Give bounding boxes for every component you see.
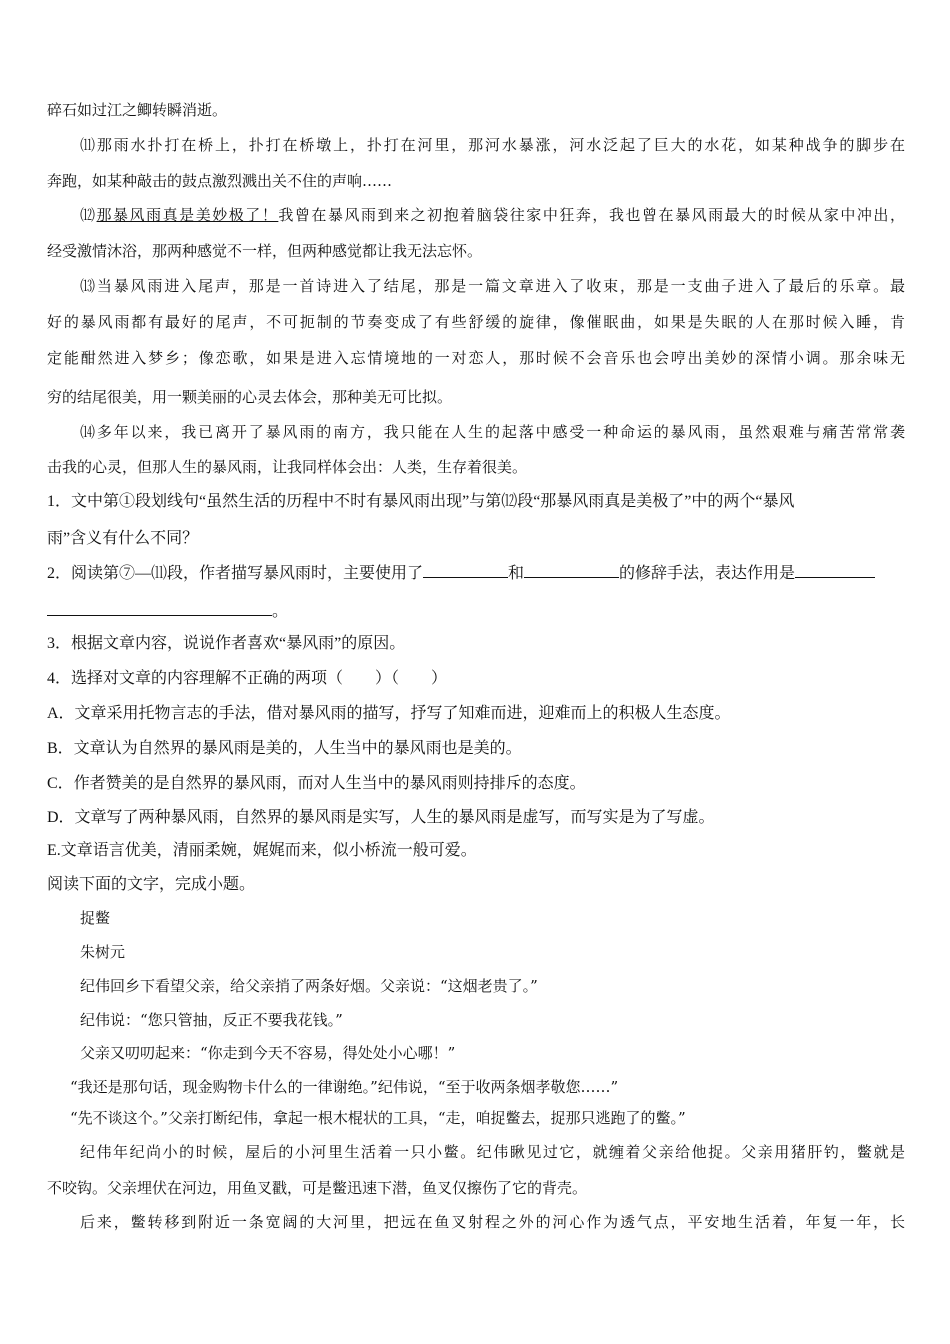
answer-blank[interactable] [423,563,508,578]
answer-blank[interactable] [524,563,619,578]
question-2-text: 2．阅读第⑦—⑾段，作者描写暴风雨时，主要使用了 [47,565,424,582]
option-d: D．文章写了两种暴风雨，自然界的暴风雨是实写，人生的暴风雨是虚写，而写实是为了写虚。 [47,809,715,826]
dialogue-line: “先不谈这个。”父亲打断纪伟，拿起一根木棍状的工具，“走，咱捉鳖去，捉那只逃跑了的鳖。” [70,1109,686,1127]
reading-instruction: 阅读下面的文字，完成小题。 [47,876,256,893]
paragraph-line: 纪伟年纪尚小的时候，屋后的小河里生活着一只小鳖。纪伟瞅见过它，就缠着父亲给他捉。父亲用猪肝钓，鳖就是 [80,1143,905,1161]
question-1-line: 雨”含义有什么不同？ [47,530,199,547]
paragraph-14-line: 击我的心灵，但那人生的暴风雨，让我同样体会出：人类，生存着很美。 [47,458,528,476]
dialogue-line: “我还是那句话，现金购物卡什么的一律谢绝。”纪伟说，“至于收两条烟孝敬您……” [70,1078,619,1096]
paragraph-number: ⑿ [80,206,97,224]
question-4: 4．选择对文章的内容理解不正确的两项（ ）（ ） [47,670,448,687]
paragraph-11-line: 奔跑，如某种敲击的鼓点激烈溅出关不住的声响…… [47,172,393,190]
answer-blank[interactable] [47,601,272,616]
question-3: 3．根据文章内容，说说作者喜欢“暴风雨”的原因。 [47,635,406,652]
question-2-text: 。 [272,603,289,620]
paragraph-13-line: ⒀当暴风雨进入尾声，那是一首诗进入了结尾，那是一篇文章进入了收束，那是一支曲子进入了最后的乐章。最 [80,277,905,295]
article-author: 朱树元 [80,943,126,961]
paragraph-13-line: 定能酣然进入梦乡；像恋歌，如果是进入忘情境地的一对恋人，那时候不会音乐也会哼出美妙的深情小调。那余味无 [47,349,905,367]
dialogue-line: 父亲又叨叨起来：“你走到今天不容易，得处处小心哪！” [80,1044,456,1062]
paragraph-12-line [80,205,905,225]
paragraph-12-line: 经受激情沐浴，那两种感觉不一样，但两种感觉都让我无法忘怀。 [47,242,483,260]
question-2-text: 和 [508,565,525,582]
article-title: 捉鳖 [80,909,111,927]
paragraph-13-line: 穷的结尾很美，用一颗美丽的心灵去体会，那种美无可比拟。 [47,388,453,406]
paragraph-line: 后来，鳖转移到附近一条宽阔的大河里，把远在鱼叉射程之外的河心作为透气点，平安地生活着，年复一年，长 [80,1213,905,1231]
option-c: C．作者赞美的是自然界的暴风雨，而对人生当中的暴风雨则持排斥的态度。 [47,775,586,792]
dialogue-line: 纪伟说：“您只管抽，反正不要我花钱。” [80,1011,343,1029]
option-a: A．文章采用托物言志的手法，借对暴风雨的描写，抒写了知难而进，迎难而上的积极人生态度。 [47,705,731,722]
question-2-text: 的修辞手法，表达作用是 [619,565,796,582]
paragraph-12-text: 我曾在暴风雨到来之初抱着脑袋往家中狂奔，我也曾在暴风雨最大的时候从家中冲出， [278,206,905,224]
option-e: E.文章语言优美，清丽柔婉，娓娓而来，似小桥流一般可爱。 [47,842,477,859]
option-b: B．文章认为自然界的暴风雨是美的，人生当中的暴风雨也是美的。 [47,740,522,757]
dialogue-line: 纪伟回乡下看望父亲，给父亲捎了两条好烟。父亲说：“这烟老贵了。” [80,977,538,995]
question-1-line: 1．文中第①段划线句“虽然生活的历程中不时有暴风雨出现”与第⑿段“那暴风雨真是美极了”中的两个“暴风 [47,493,795,510]
question-2 [47,563,875,584]
paragraph-13-line: 好的暴风雨都有最好的尾声，不可扼制的节奏变成了有些舒缓的旋律，像催眠曲，如果是失眠的人在那时候入睡，肯 [47,313,905,331]
paragraph-14-line: ⒁多年以来，我已离开了暴风雨的南方，我只能在人生的起落中感受一种命运的暴风雨，虽然艰难与痛苦常常袭 [80,423,905,441]
underlined-sentence: 那暴风雨真是美妙极了！ [96,206,279,224]
question-2-continued [47,601,288,622]
paragraph-11-line: ⑾那雨水扑打在桥上，扑打在桥墩上，扑打在河里，那河水暴涨，河水泛起了巨大的水花，如某种战争的脚步在 [80,136,905,154]
paragraph-10-tail: 碎石如过江之鲫转瞬消逝。 [47,101,228,119]
answer-blank[interactable] [795,563,875,578]
paragraph-line: 不咬钩。父亲埋伏在河边，用鱼叉戳，可是鳖迅速下潜，鱼叉仅擦伤了它的背壳。 [47,1179,588,1197]
